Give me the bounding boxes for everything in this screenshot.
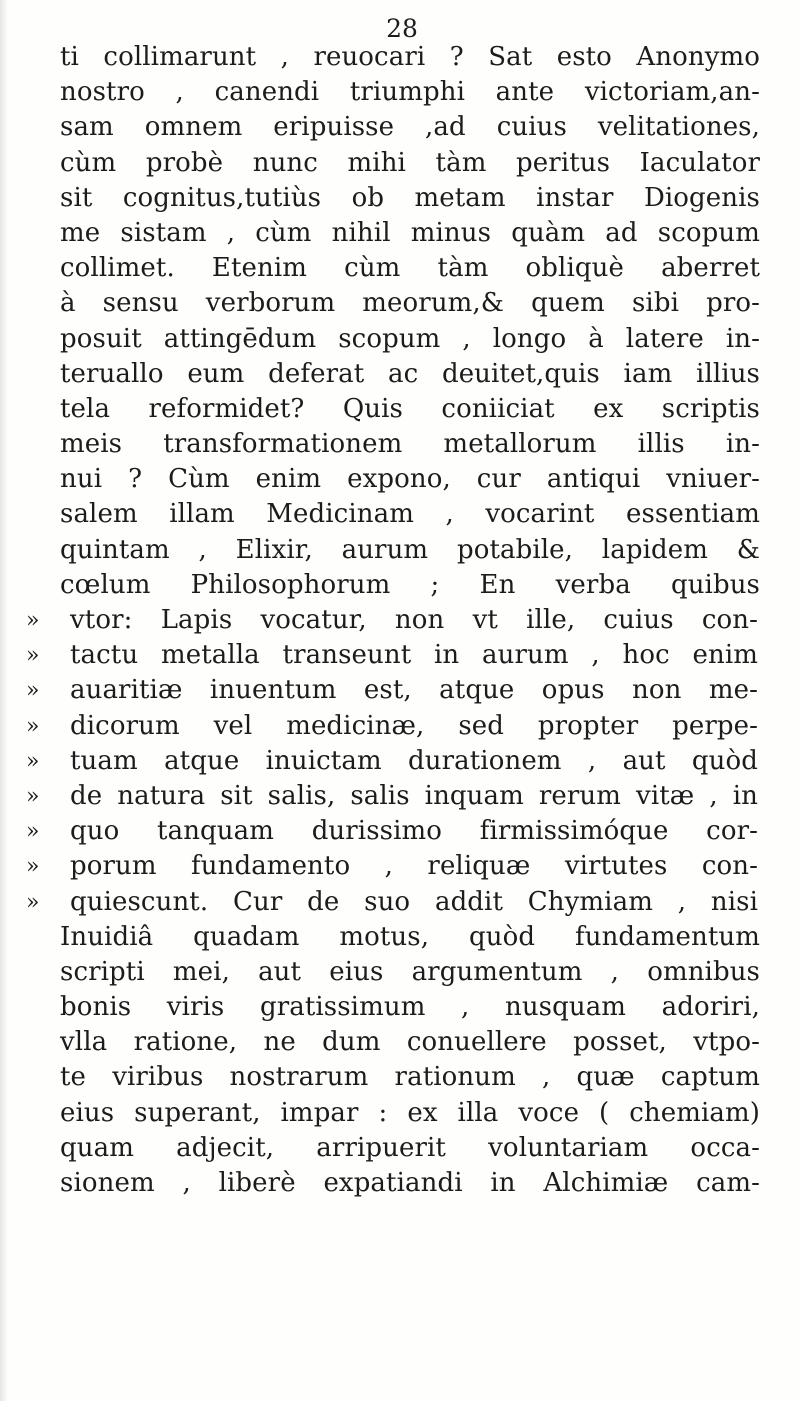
text-line — [60, 920, 760, 955]
line-text: posuit attingēdum scopum , longo à latere in- — [60, 323, 760, 354]
line-text: quiescunt. Cur de suo addit Chymiam , nisi — [70, 886, 758, 917]
text-line — [60, 251, 760, 286]
text-line — [26, 814, 760, 849]
line-text: me sistam , cùm nihil minus quàm ad scopum — [60, 217, 760, 248]
text-line — [26, 709, 760, 744]
line-text: ti collimarunt , reuocari ? Sat esto Anonymo — [60, 42, 760, 72]
text-line — [60, 216, 760, 251]
text-line — [60, 1096, 760, 1131]
line-text: quo tanquam durissimo firmissimóque cor- — [70, 816, 758, 847]
body-text — [26, 40, 760, 1201]
text-line — [60, 955, 760, 990]
text-line — [60, 1025, 760, 1060]
line-text: teruallo eum deferat ac deuitet,quis iam illius — [60, 358, 760, 389]
line-text: nostro , canendi triumphi ante victoriam,an- — [60, 77, 760, 108]
line-text: vtor: Lapis vocatur, non vt ille, cuius con- — [70, 605, 758, 635]
quotation-mark: » — [26, 854, 40, 880]
line-text: tuam atque inuictam durationem , aut quòd — [70, 745, 758, 776]
quotation-mark: » — [26, 643, 40, 669]
text-line — [60, 990, 760, 1025]
text-line — [60, 1060, 760, 1095]
line-text: quam adjecit, arripuerit voluntariam occa- — [60, 1132, 760, 1163]
quotation-mark: » — [26, 608, 40, 633]
line-text: bonis viris gratissimum , nusquam adoriri, — [60, 992, 760, 1023]
line-text: te viribus nostrarum rationum , quæ captum — [60, 1062, 760, 1093]
text-line — [26, 849, 760, 884]
text-line — [60, 75, 760, 110]
line-text: collimet. Etenim cùm tàm obliquè aberret — [60, 253, 760, 284]
line-text: sionem , liberè expatiandi in Alchimiæ cam- — [60, 1168, 760, 1198]
quotation-mark: » — [26, 819, 40, 845]
line-text: vlla ratione, ne dum conuellere posset, vtpo- — [60, 1027, 760, 1058]
line-text: porum fundamento , reliquæ virtutes con- — [70, 851, 758, 882]
text-line — [60, 533, 760, 568]
text-line — [60, 427, 760, 462]
line-text: quintam , Elixir, aurum potabile, lapidem & — [60, 534, 760, 565]
text-line — [26, 638, 760, 673]
text-line — [60, 392, 760, 427]
text-line — [60, 462, 760, 497]
text-line — [26, 744, 760, 779]
line-text: à sensu verborum meorum,& quem sibi pro- — [60, 288, 760, 319]
text-line — [60, 40, 760, 75]
text-line — [26, 673, 760, 708]
text-line — [60, 181, 760, 216]
line-text: de natura sit salis, salis inquam rerum vitæ , in — [70, 780, 758, 811]
text-line — [60, 568, 760, 603]
line-text: sit cognitus,tutiùs ob metam instar Diogenis — [60, 182, 760, 213]
line-text: tactu metalla transeunt in aurum , hoc enim — [70, 640, 758, 671]
line-text: cœlum Philosophorum ; En verba quibus — [60, 569, 760, 600]
text-line — [60, 1166, 760, 1201]
line-text: auaritiæ inuentum est, atque opus non me- — [70, 675, 758, 706]
line-text: sam omnem eripuisse ,ad cuius velitationes, — [60, 112, 760, 143]
line-text: cùm probè nunc mihi tàm peritus Iaculator — [60, 147, 760, 178]
text-line — [60, 286, 760, 321]
quotation-mark: » — [26, 678, 40, 704]
text-line — [26, 885, 760, 920]
quotation-mark: » — [26, 889, 40, 915]
line-text: Inuidiâ quadam motus, quòd fundamentum — [60, 921, 760, 952]
quotation-mark: » — [26, 783, 40, 809]
line-text: tela reformidet? Quis coniiciat ex scriptis — [60, 393, 760, 424]
text-line — [26, 779, 760, 814]
page-edge-shadow — [0, 0, 8, 1401]
text-line — [60, 146, 760, 181]
line-text: meis transformationem metallorum illis in- — [60, 429, 760, 460]
quotation-mark: » — [26, 713, 40, 739]
page-number: 28 — [386, 14, 418, 43]
text-line — [26, 603, 760, 638]
quotation-mark: » — [26, 748, 40, 774]
line-text: salem illam Medicinam , vocarint essentiam — [60, 499, 760, 530]
line-text: dicorum vel medicinæ, sed propter perpe- — [70, 710, 758, 741]
line-text: nui ? Cùm enim expono, cur antiqui vniuer- — [60, 464, 760, 495]
text-line — [60, 322, 760, 357]
text-line — [60, 1131, 760, 1166]
line-text: scripti mei, aut eius argumentum , omnibus — [60, 956, 760, 987]
text-line — [60, 110, 760, 145]
line-text: eius superant, impar : ex illa voce ( chemiam) — [60, 1097, 760, 1128]
text-line — [60, 357, 760, 392]
text-line — [60, 497, 760, 532]
